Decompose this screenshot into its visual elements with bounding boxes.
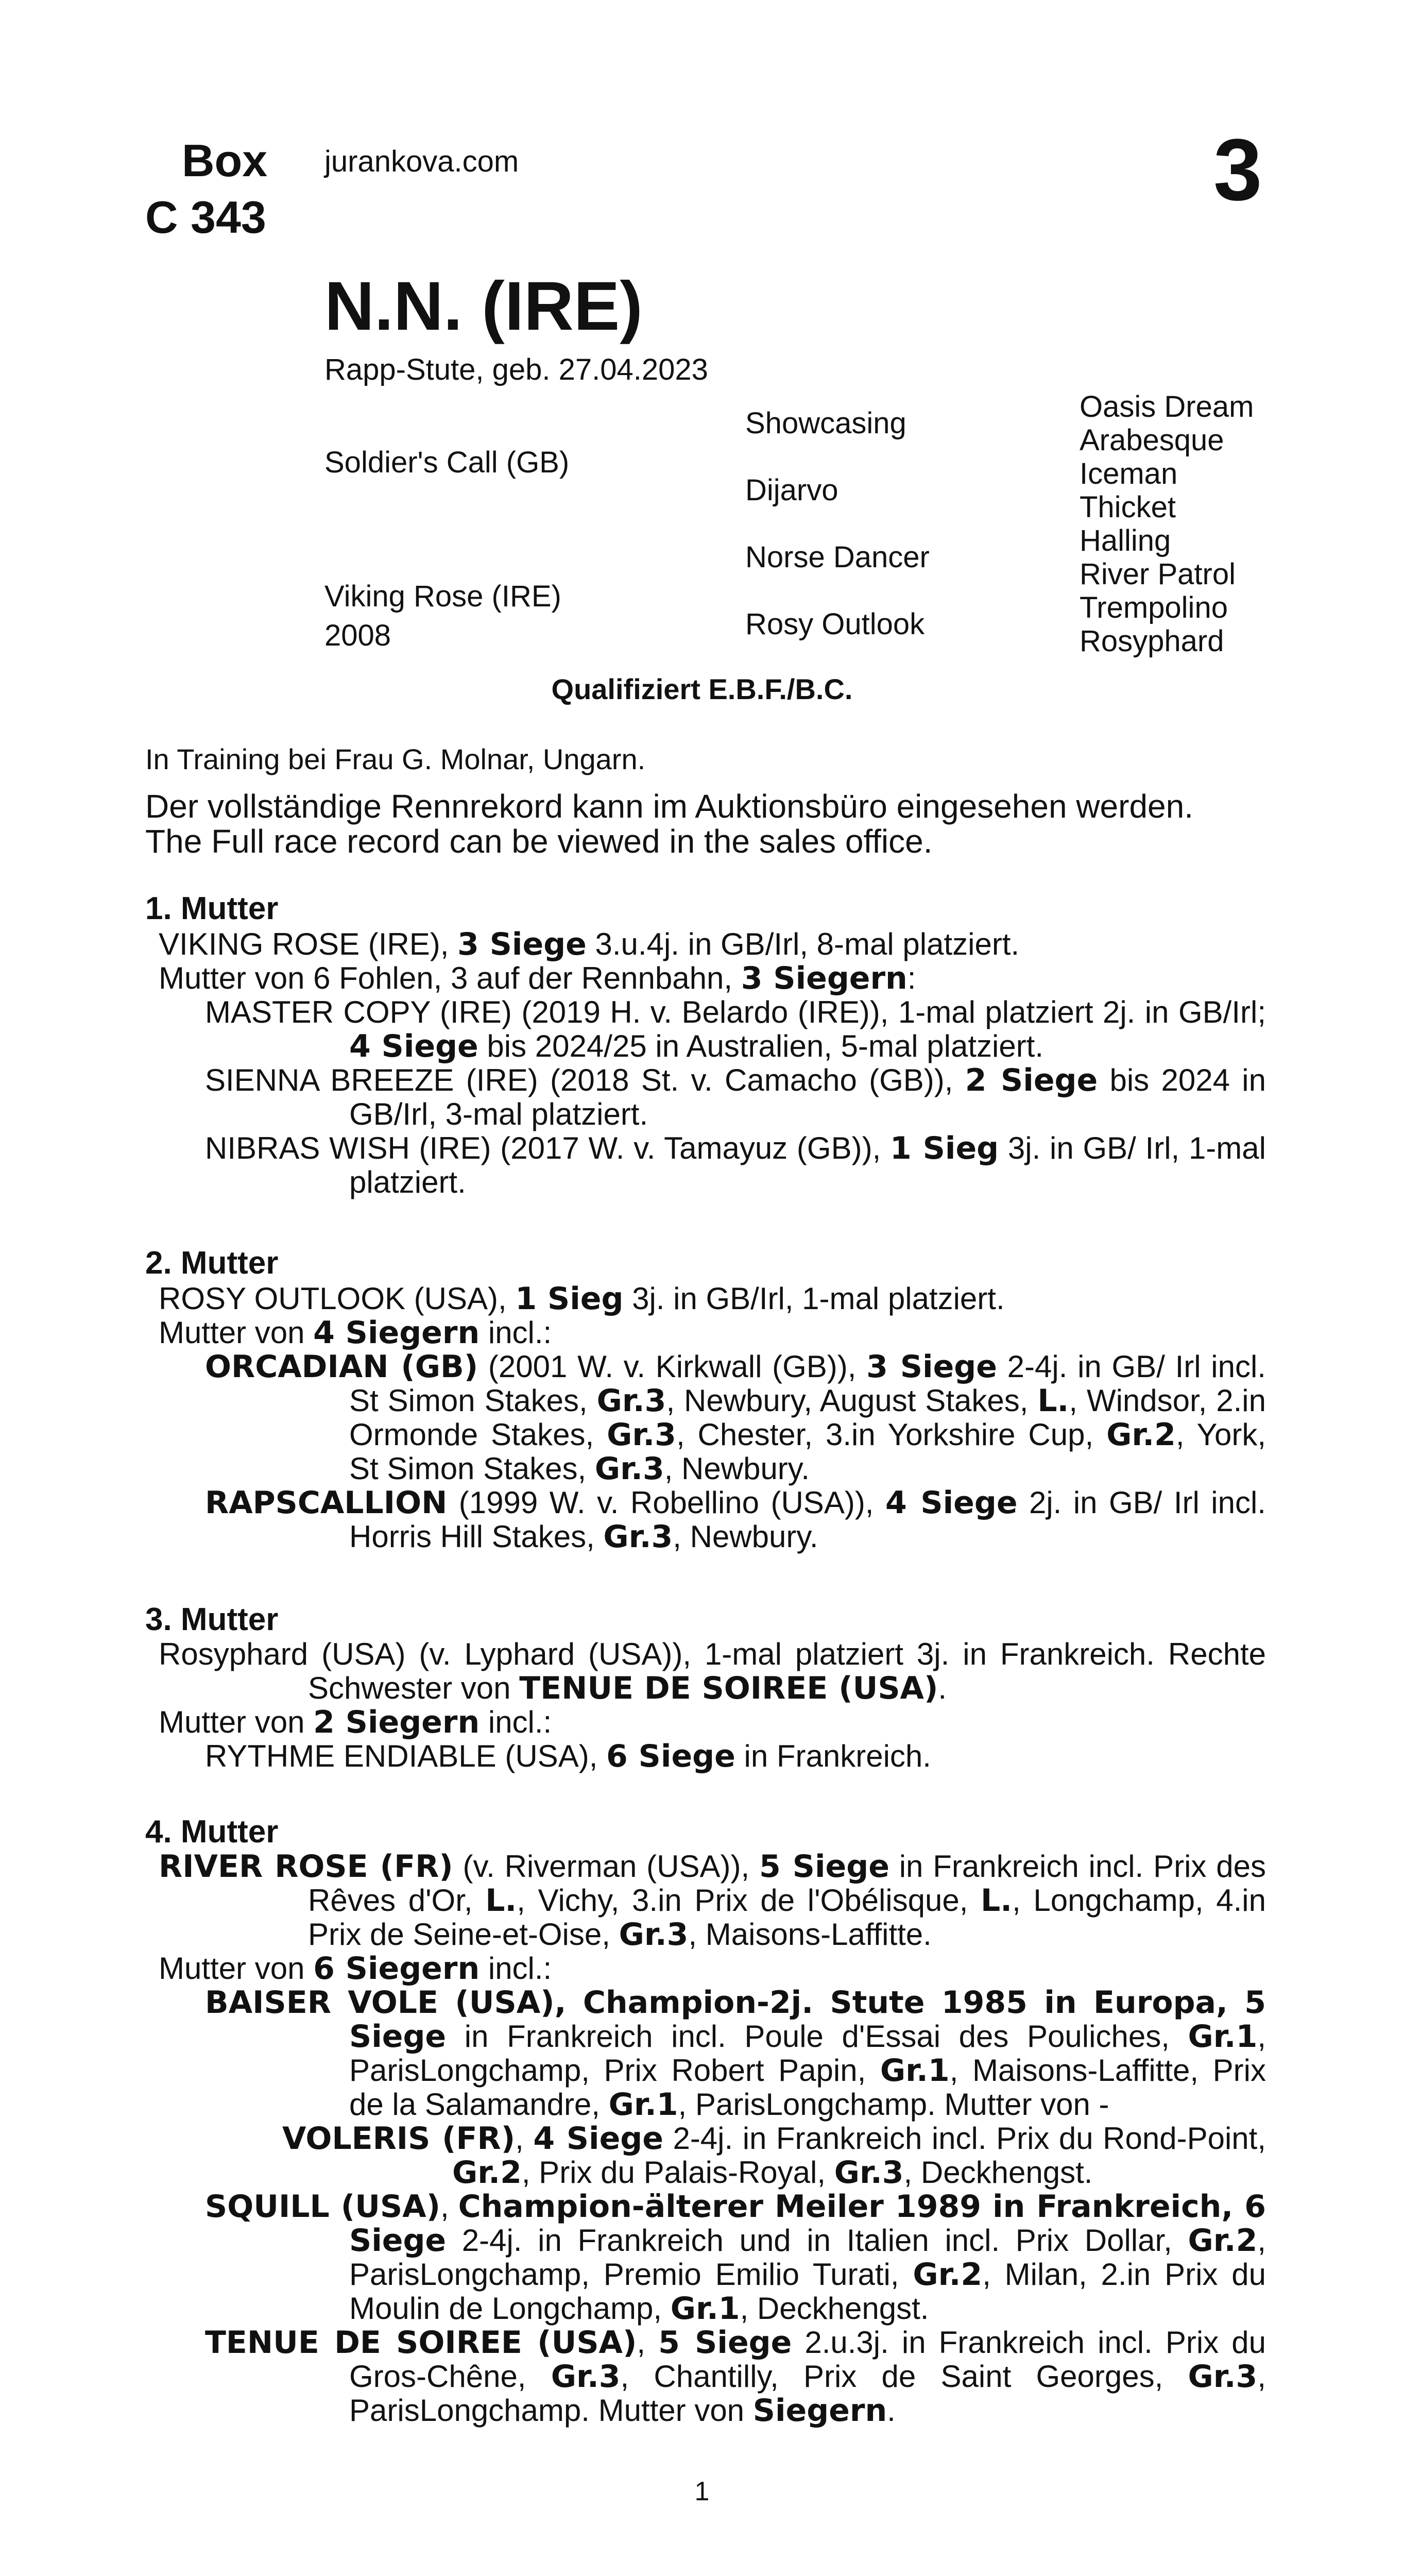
dam-record: VIKING ROSE (IRE), 3 Siege 3.u.4j. in GB/Irl, 8-mal platziert. xyxy=(159,926,1020,962)
section-mutter-1 xyxy=(148,927,1266,1199)
produce-summary: Mutter von 4 Siegern incl.: xyxy=(159,1315,552,1351)
dam-record: RIVER ROSE (FR) (v. Riverman (USA)), 5 Siege in Frankreich incl. Prix des Rêves d'Or, L., Vichy, 3.in Prix de l'Obélisque, L., Longchamp, 4.in Prix de Seine-et-Oise, Gr.3, Maisons-Laffitte. xyxy=(159,1849,1266,1953)
section-mutter-2 xyxy=(148,1282,1266,1554)
offspring-entry: RAPSCALLION (1999 W. v. Robellino (USA)), 4 Siege 2j. in GB/ Irl incl. Horris Hill Stakes, Gr.3, Newbury. xyxy=(205,1485,1266,1555)
horse-description: Rapp-Stute, geb. 27.04.2023 xyxy=(324,353,708,386)
pedigree-great-grandparent: Arabesque xyxy=(1080,423,1224,457)
section-heading-mutter-3: 3. Mutter xyxy=(145,1602,279,1637)
box-number: C 343 xyxy=(145,192,266,243)
section-heading-mutter-2: 2. Mutter xyxy=(145,1245,279,1281)
produce-summary: Mutter von 2 Siegern incl.: xyxy=(159,1704,552,1740)
pedigree-great-grandparent: Thicket xyxy=(1080,490,1176,524)
section-mutter-4 xyxy=(148,1850,1266,2428)
pedigree-great-grandparent: Oasis Dream xyxy=(1080,390,1254,423)
offspring-entry: SQUILL (USA), Champion-älterer Meiler 1989 in Frankreich, 6 Siege 2-4j. in Frankreich und in Italien incl. Prix Dollar, Gr.2, ParisLongchamp, Premio Emilio Turati, Gr.2, Milan, 2.in Prix du Moulin de Longchamp, Gr.1, Deckhengst. xyxy=(205,2189,1266,2327)
offspring-entry: NIBRAS WISH (IRE) (2017 W. v. Tamayuz (GB)), 1 Sieg 3j. in GB/ Irl, 1-mal platziert. xyxy=(205,1130,1266,1199)
page-number: 1 xyxy=(694,2477,710,2506)
offspring-entry: MASTER COPY (IRE) (2019 H. v. Belardo (IRE)), 1-mal platziert 2j. in GB/Irl; 4 Siege bis 2024/25 in Australien, 5-mal platziert. xyxy=(205,995,1266,1064)
pedigree-great-grandparent: River Patrol xyxy=(1080,557,1236,591)
training-note: In Training bei Frau G. Molnar, Ungarn. xyxy=(145,743,646,775)
section-heading-mutter-4: 4. Mutter xyxy=(145,1814,279,1850)
offspring-entry: RYTHME ENDIABLE (USA), 6 Siege in Frankreich. xyxy=(205,1738,931,1774)
race-record-de: Der vollständige Rennrekord kann im Auktionsbüro eingesehen werden. xyxy=(145,788,1193,825)
pedigree-grandparent: Norse Dancer xyxy=(745,540,930,574)
pedigree-great-grandparent: Halling xyxy=(1080,524,1171,557)
section-heading-mutter-1: 1. Mutter xyxy=(145,891,279,926)
produce-summary: Mutter von 6 Fohlen, 3 auf der Rennbahn, 3 Siegern: xyxy=(159,960,916,996)
offspring-entry: VOLERIS (FR), 4 Siege 2-4j. in Frankreich incl. Prix du Rond-Point, Gr.2, Prix du Palais-Royal, Gr.3, Deckhengst. xyxy=(282,2121,1266,2191)
offspring-entry: TENUE DE SOIREE (USA), 5 Siege 2.u.3j. in Frankreich incl. Prix du Gros-Chêne, Gr.3, Chantilly, Prix de Saint Georges, Gr.3, ParisLongchamp. Mutter von Siegern. xyxy=(205,2325,1266,2429)
lot-number: 3 xyxy=(1213,121,1262,219)
offspring-entry: SIENNA BREEZE (IRE) (2018 St. v. Camacho (GB)), 2 Siege bis 2024 in GB/Irl, 3-mal platziert. xyxy=(205,1062,1266,1131)
produce-summary: Mutter von 6 Siegern incl.: xyxy=(159,1951,552,1987)
qualification: Qualifiziert E.B.F./B.C. xyxy=(551,673,853,705)
offspring-entry: ORCADIAN (GB) (2001 W. v. Kirkwall (GB)), 3 Siege 2-4j. in GB/ Irl incl. St Simon Stakes, Gr.3, Newbury, August Stakes, L., Windsor, 2.in Ormonde Stakes, Gr.3, Chester, 3.in Yorkshire Cup, Gr.2, York, St Simon Stakes, Gr.3, Newbury. xyxy=(205,1349,1266,1487)
pedigree-dam-year: 2008 xyxy=(324,619,391,652)
dam-record: ROSY OUTLOOK (USA), 1 Sieg 3j. in GB/Irl, 1-mal platziert. xyxy=(159,1281,1005,1317)
pedigree-great-grandparent: Trempolino xyxy=(1080,591,1228,624)
pedigree-great-grandparent: Iceman xyxy=(1080,457,1178,490)
pedigree-sire: Soldier's Call (GB) xyxy=(324,446,570,479)
pedigree-grandparent: Dijarvo xyxy=(745,473,838,507)
pedigree-grandparent: Showcasing xyxy=(745,406,906,440)
horse-name: N.N. (IRE) xyxy=(324,268,643,345)
section-mutter-3 xyxy=(148,1637,1266,1773)
website: jurankova.com xyxy=(324,145,519,178)
pedigree-great-grandparent: Rosyphard xyxy=(1080,624,1224,658)
race-record-en: The Full race record can be viewed in the sales office. xyxy=(145,823,933,860)
pedigree-grandparent: Rosy Outlook xyxy=(745,607,925,641)
dam-record: Rosyphard (USA) (v. Lyphard (USA)), 1-mal platziert 3j. in Frankreich. Rechte Schwester von TENUE DE SOIREE (USA). xyxy=(159,1637,1266,1706)
box-label: Box xyxy=(182,135,268,186)
pedigree-dam: Viking Rose (IRE) xyxy=(324,580,561,613)
offspring-entry: BAISER VOLE (USA), Champion-2j. Stute 1985 in Europa, 5 Siege in Frankreich incl. Poule d'Essai des Pouliches, Gr.1, ParisLongchamp, Prix Robert Papin, Gr.1, Maisons-Laffitte, Prix de la Salamandre, Gr.1, ParisLongchamp. Mutter von - xyxy=(205,1985,1266,2123)
